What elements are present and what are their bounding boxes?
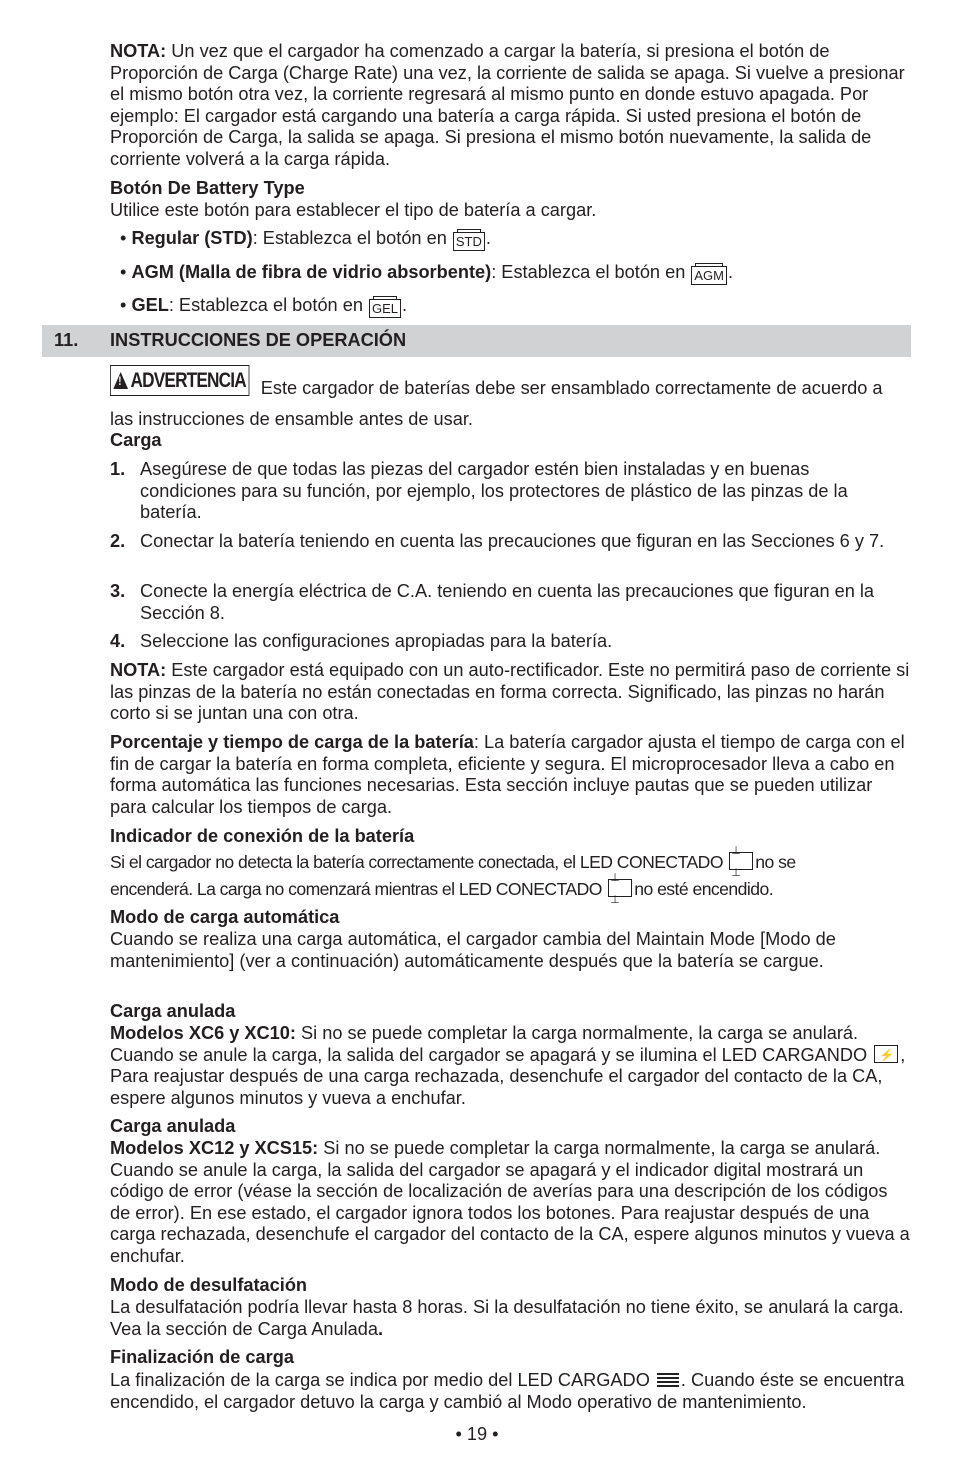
agm-button-icon: AGM	[691, 266, 727, 285]
carga-step: 1. Asegúrese de que todas las piezas del cargador estén bien instaladas y en buenas condiciones para su función, por ejemplo, los protectores de plástico de las pinzas de la batería.	[110, 459, 848, 523]
charge-complete-heading: Finalización de carga	[110, 1347, 294, 1367]
battery-connected-icon	[729, 852, 753, 870]
std-button-icon: STD	[453, 232, 485, 251]
battery-type-item-gel: • GEL: Establezca el botón en GEL .	[120, 295, 408, 316]
carga-step: 3. Conecte la energía eléctrica de C.A. teniendo en cuenta las precauciones que figuran en la Sección 8.	[110, 581, 875, 623]
battery-type-item-std: • Regular (STD): Establezca el botón en STD .	[120, 228, 491, 249]
section-header	[42, 325, 911, 357]
aborted-charge-xc6-xc10: Modelos XC6 y XC10: Si no se puede completar la carga normalmente, la carga se anulará. Cuando se anule la carga, la salida del cargador se apagará y se ilumina el LED CARGANDO ⚡, Para reajustar después de una carga rechazada, desenchufe el cargador del contacto de la CA, espere algunos minutos y vueva a enchufar.	[110, 1023, 910, 1109]
page-number: • 19 •	[455, 1424, 499, 1444]
aborted-charge-heading: Carga anulada	[110, 1116, 236, 1136]
battery-connected-icon	[608, 879, 632, 897]
desulfation-heading: Modo de desulfatación	[110, 1275, 308, 1295]
connection-indicator-heading: Indicador de conexión de la batería	[110, 826, 415, 846]
battery-charging-icon	[874, 1045, 898, 1063]
charge-complete-text: La finalización de la carga se indica por medio del LED CARGADO . Cuando éste se encuentra encendido, el cargador detuvo la carga y cambió al Modo operativo de mantenimiento.	[110, 1370, 905, 1412]
note-charge-rate: NOTA: Un vez que el cargador ha comenzado a cargar la batería, si presiona el botón de Proporción de Carga (Charge Rate) una vez, la corriente de salida se apaga. Si vuelve a presionar el mismo botón otra vez, la corriente regresará al mismo punto en donde estuvo apagada. Por ejemplo: El cargador está cargando una batería a carga rápida. Si usted presiona el botón de Proporción de Carga, la salida se apaga. Si presiona el mismo botón nuevamente, la salida de corriente volverá a la carga rápida.	[110, 41, 905, 169]
note-auto-rectifier: NOTA: Este cargador está equipado con un auto-rectificador. Este no permitirá paso de corriente si las pinzas de la batería no están conectadas en forma correcta. Significado, las pinzas no harán corto si se juntan una con otra.	[110, 660, 910, 724]
battery-type-intro: Utilice este botón para establecer el tipo de batería a cargar.	[110, 200, 597, 220]
battery-type-heading: Botón De Battery Type	[110, 178, 305, 198]
connection-indicator-line2: encenderá. La carga no comenzará mientras el LED CONECTADO ⊥ ⊥ no esté encendido.	[110, 879, 920, 901]
warning-triangle-icon	[113, 372, 128, 389]
connection-indicator-line1: Si el cargador no detecta la batería correctamente conectada, el LED CONECTADO ⊥ ⊥ no se	[110, 852, 920, 874]
carga-step: 4. Seleccione las configuraciones apropiadas para la batería.	[110, 631, 613, 651]
carga-heading: Carga	[110, 430, 162, 450]
carga-step: 2. Conectar la batería teniendo en cuenta las precauciones que figuran en las Secciones 6 y 7.	[110, 531, 885, 551]
aborted-charge-xc12-xcs15: Modelos XC12 y XCS15: Si no se puede completar la carga normalmente, la carga se anulará. Cuando se anule la carga, la salida del cargador se apagará y el indicador digital mostrará un código de error (véase la sección de localización de averías para una descripción de los códigos de error). En ese estado, el cargador ignora todos los botones. Para reajustar después de una carga rechazada, desenchufe el cargador del contacto de la CA, espere algunos minutos y vueva a enchufar.	[110, 1138, 910, 1266]
warning-badge: !ADVERTENCIA	[110, 365, 249, 396]
charge-percentage-paragraph: Porcentaje y tiempo de carga de la batería: La batería cargador ajusta el tiempo de carga con el fin de cargar la batería en forma completa, eficiente y segura. El microprocesador lleva a cabo en forma automática las funciones necesarias. Esta sección incluye pautas que se pueden utilizar para calcular los tiempos de carga.	[110, 732, 905, 817]
battery-full-icon	[657, 1373, 679, 1388]
battery-type-item-agm: • AGM (Malla de fibra de vidrio absorbente): Establezca el botón en AGM .	[120, 262, 734, 283]
auto-mode-heading: Modo de carga automática	[110, 907, 340, 927]
auto-mode-text: Cuando se realiza una carga automática, el cargador cambia del Maintain Mode [Modo de mantenimiento] (ver a continuación) automáticamente después que la batería se cargue.	[110, 929, 836, 971]
desulfation-text: La desulfatación podría llevar hasta 8 horas. Si la desulfatación no tiene éxito, se anulará la carga. Vea la sección de Carga Anulada.	[110, 1297, 904, 1339]
gel-button-icon: GEL	[369, 299, 401, 318]
aborted-charge-heading: Carga anulada	[110, 1001, 236, 1021]
section-number: 11.	[54, 330, 79, 350]
section-title: INSTRUCCIONES DE OPERACIÓN	[110, 330, 407, 350]
warning-paragraph: !ADVERTENCIA Este cargador de baterías debe ser ensamblado correctamente de acuerdo a las instrucciones de ensamble antes de usar.	[110, 365, 910, 418]
